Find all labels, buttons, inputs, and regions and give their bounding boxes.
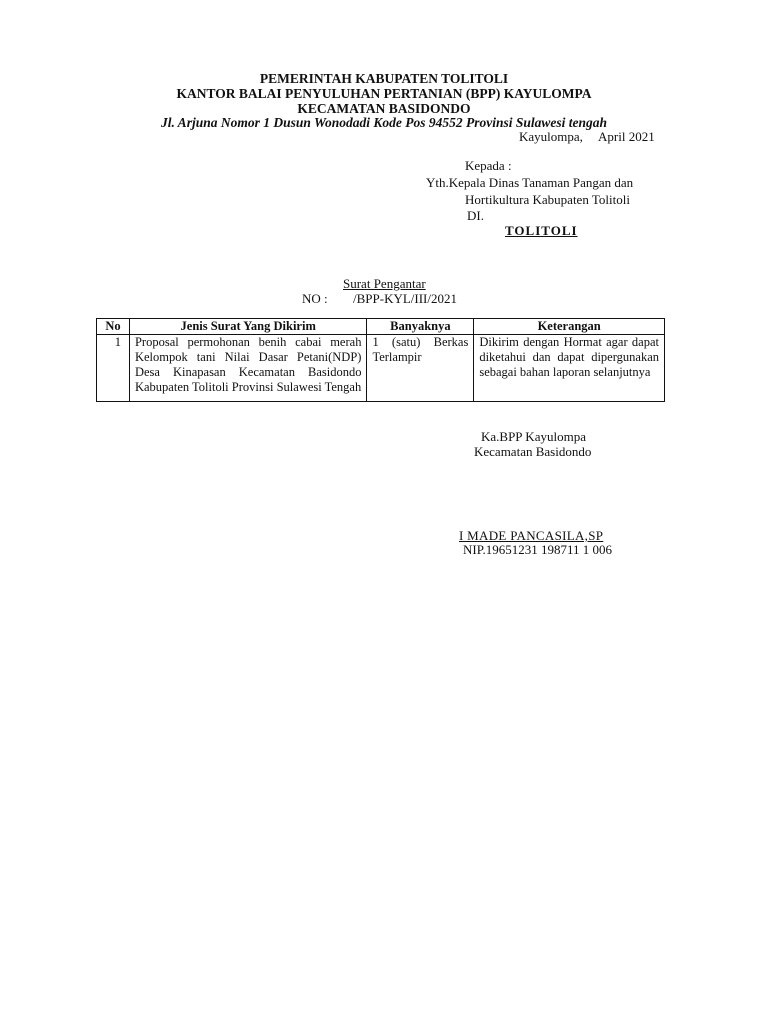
header-line-office: KANTOR BALAI PENYULUHAN PERTANIAN (BPP) KAYULOMPA: [176, 86, 592, 101]
signature-title: Ka.BPP Kayulompa: [481, 429, 586, 444]
column-header-jenis: Jenis Surat Yang Dikirim: [129, 319, 366, 335]
column-header-no: No: [97, 319, 130, 335]
table-row: [97, 335, 665, 402]
table-header-row: [97, 319, 665, 335]
column-header-keterangan: Keterangan: [474, 319, 665, 335]
recipient-di: DI.: [467, 208, 484, 223]
date-place: Kayulompa,: [519, 129, 583, 144]
recipient-city: TOLITOLI: [505, 223, 578, 238]
recipient-line2: Hortikultura Kabupaten Tolitoli: [465, 192, 630, 207]
cell-jenis: Proposal permohonan benih cabai merah Kelompok tani Nilai Dasar Petani(NDP) Desa Kinapasan Kecamatan Basidondo Kabupaten Tolitoli Provinsi Sulawesi Tengah: [129, 335, 366, 402]
cell-keterangan: Dikirim dengan Hormat agar dapat diketahui dan dapat dipergunakan sebagai bahan laporan selanjutnya: [474, 335, 665, 402]
header-line-government: PEMERINTAH KABUPATEN TOLITOLI: [259, 71, 509, 86]
header-address: Jl. Arjuna Nomor 1 Dusun Wonodadi Kode Pos 94552 Provinsi Sulawesi tengah: [160, 115, 608, 130]
document-table: [96, 318, 665, 402]
signature-district: Kecamatan Basidondo: [474, 444, 592, 459]
recipient-kepada: Kepada :: [465, 158, 512, 173]
signature-name: I MADE PANCASILA,SP: [459, 528, 604, 543]
cell-no: 1: [97, 335, 130, 402]
cell-banyaknya: 1 (satu) Berkas Terlampir: [367, 335, 474, 402]
date-month-year: April 2021: [598, 129, 655, 144]
letter-title: Surat Pengantar: [343, 276, 426, 291]
column-header-banyaknya: Banyaknya: [367, 319, 474, 335]
letter-number-value: /BPP-KYL/III/2021: [353, 291, 457, 306]
letter-number-label: NO :: [302, 291, 328, 306]
signature-nip: NIP.19651231 198711 1 006: [463, 542, 613, 557]
header-line-district: KECAMATAN BASIDONDO: [297, 101, 471, 116]
recipient-line1: Yth.Kepala Dinas Tanaman Pangan dan: [426, 175, 634, 190]
